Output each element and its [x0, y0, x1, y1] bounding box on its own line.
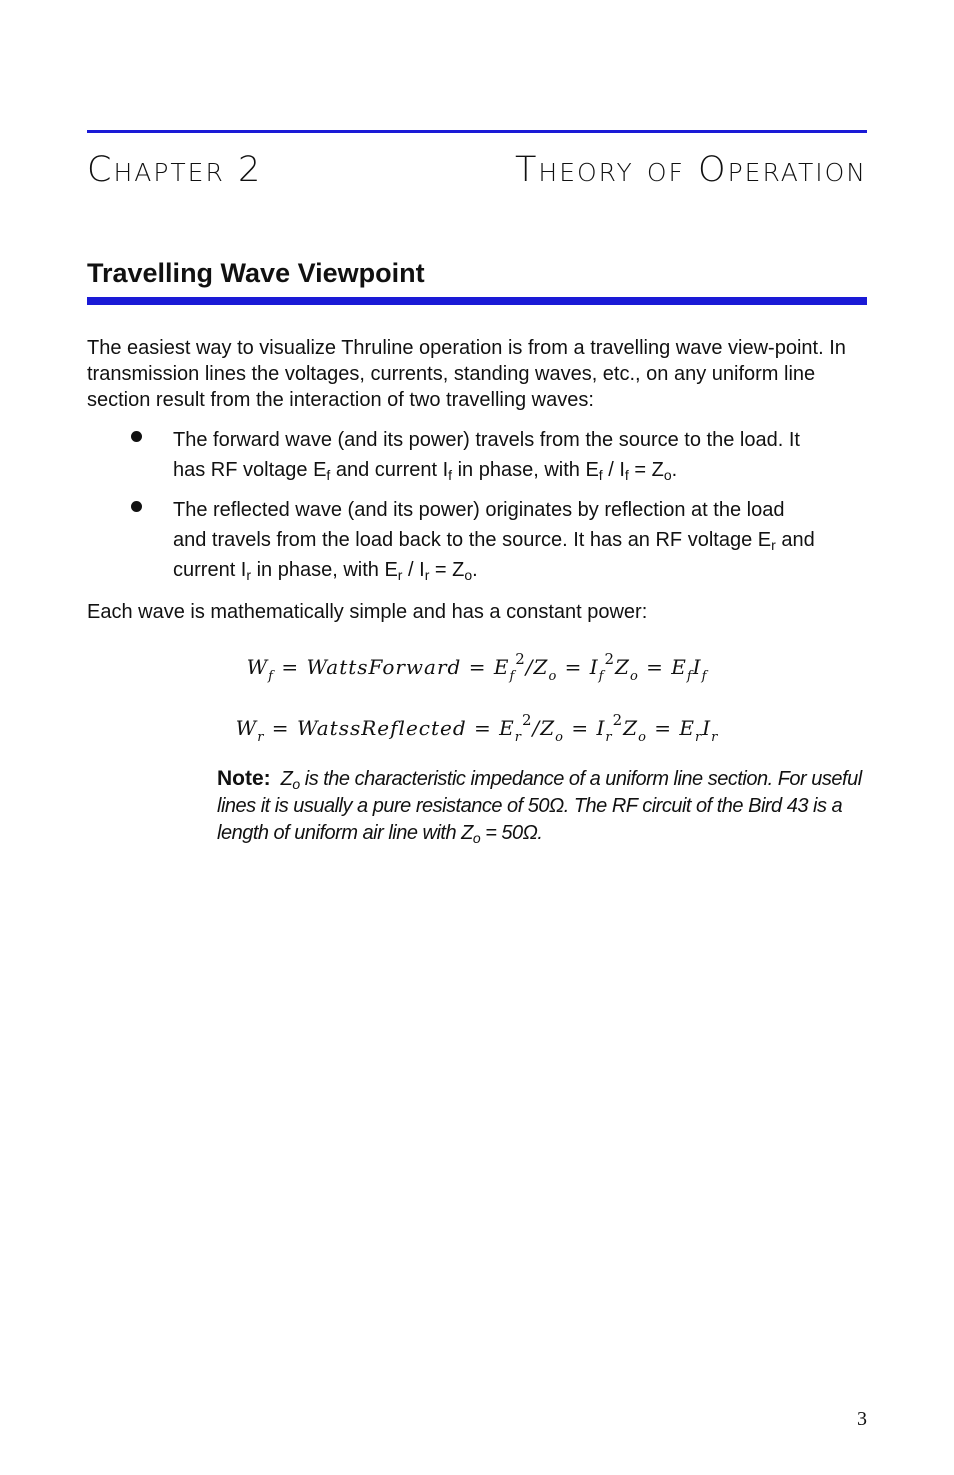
bullet-reflected-wave — [173, 495, 867, 585]
bullet-forward-wave — [173, 425, 867, 485]
eq-sup: 2 — [521, 711, 533, 729]
eq-symbol: Z — [533, 655, 549, 679]
eq-name: WattsForward — [306, 655, 462, 679]
bullet-text: / I — [602, 459, 625, 481]
eq-symbol: I — [692, 655, 702, 679]
equation-forward: $W_f$ = WattsForward = $E_f^2/Z_o = I_f^2Z_o = E_fI_f$ — [246, 650, 708, 684]
page-number: 3 — [857, 1408, 867, 1430]
eq-symbol: E — [671, 655, 687, 679]
eq-sub: r — [605, 730, 613, 745]
subscript: o — [472, 830, 481, 846]
bullet-text: = Z — [628, 459, 664, 481]
note-text — [217, 768, 862, 844]
bullet-icon — [131, 501, 142, 512]
eq-sup: 2 — [515, 650, 526, 668]
eq-name: WatssReflected — [296, 716, 467, 740]
subscript: r — [246, 567, 252, 583]
eq-sub: f — [268, 669, 274, 684]
section-heading: Travelling Wave Viewpoint — [87, 258, 425, 288]
subscript: f — [326, 467, 331, 483]
chapter-label: Chapter 2 — [87, 150, 263, 190]
subscript: r — [424, 567, 430, 583]
each-wave-paragraph: Each wave is mathematically simple and has a constant power: — [87, 601, 648, 623]
subscript: r — [397, 567, 403, 583]
eq-sup: 2 — [604, 650, 616, 668]
subscript: o — [663, 467, 672, 483]
eq-sub: r — [711, 730, 719, 745]
chapter-header — [87, 150, 867, 194]
eq-symbol: W — [235, 716, 258, 740]
note-block — [217, 765, 872, 847]
header-rule — [87, 130, 867, 133]
section-rule — [87, 297, 867, 305]
bullet-text: and current I — [330, 459, 449, 481]
eq-sub: r — [694, 730, 703, 745]
subscript: r — [771, 537, 776, 553]
bullet-icon — [131, 431, 142, 442]
bullet-text: in phase, with E — [452, 459, 599, 481]
subscript: o — [464, 567, 473, 583]
eq-symbol: E — [493, 655, 510, 679]
eq-symbol: Z — [615, 655, 630, 679]
equation-reflected: $W_r$ = WatssReflected = $E_r^2/Z_o = I_r^2Z_o = E_rI_r$ — [235, 711, 719, 745]
eq-symbol: I — [702, 716, 712, 740]
eq-sub: r — [514, 730, 522, 745]
eq-symbol: Z — [623, 716, 639, 740]
eq-symbol: Z — [540, 716, 556, 740]
bullet-text: / I — [402, 559, 425, 581]
bullet-text: . — [671, 459, 678, 481]
eq-sub: o — [548, 669, 558, 684]
bullet-text: has RF voltage E — [173, 459, 327, 481]
subscript: f — [598, 467, 603, 483]
bullet-text: current I — [173, 559, 247, 581]
eq-sub: r — [257, 730, 265, 745]
eq-symbol: E — [679, 716, 695, 740]
eq-sub: o — [555, 730, 564, 745]
subscript: o — [292, 776, 300, 792]
note-body: is the characteristic impedance of a uniform line section. For useful lines it is usually a pure resistance of 50Ω. The RF circuit of the Bird 43 is a length of uniform air line with Z — [217, 768, 862, 844]
subscript: f — [624, 467, 629, 483]
bullet-text: in phase, with E — [251, 559, 398, 581]
bullet-text: and travels from the load back to the source. It has an RF voltage E — [173, 529, 772, 551]
intro-paragraph: The easiest way to visualize Thruline operation is from a travelling wave view-point. In transmission lines the voltages, currents, standing waves, etc., on any uniform line section result from the interaction of two travelling waves: — [87, 337, 846, 411]
eq-sub: f — [701, 669, 708, 684]
eq-sub: f — [598, 669, 605, 684]
eq-symbol: I — [589, 655, 599, 679]
note-body: = 50Ω. — [480, 822, 543, 844]
bullet-text: and — [775, 529, 815, 551]
eq-sub: o — [638, 730, 647, 745]
eq-sup: 2 — [612, 711, 624, 729]
bullet-line: The forward wave (and its power) travels from the source to the load. It — [173, 429, 800, 451]
bullet-line: The reflected wave (and its power) originates by reflection at the load — [173, 499, 785, 521]
eq-symbol: W — [246, 655, 269, 679]
chapter-title: Theory of Operation — [515, 150, 867, 190]
note-symbol: Z — [280, 768, 293, 790]
eq-sub: f — [509, 669, 516, 684]
eq-sub: o — [629, 669, 639, 684]
subscript: f — [448, 467, 453, 483]
bullet-text: . — [472, 559, 478, 581]
eq-symbol: E — [499, 716, 515, 740]
bullet-text: = Z — [429, 559, 465, 581]
eq-symbol: I — [596, 716, 606, 740]
note-label: Note: — [217, 767, 271, 790]
eq-sub: f — [686, 669, 693, 684]
